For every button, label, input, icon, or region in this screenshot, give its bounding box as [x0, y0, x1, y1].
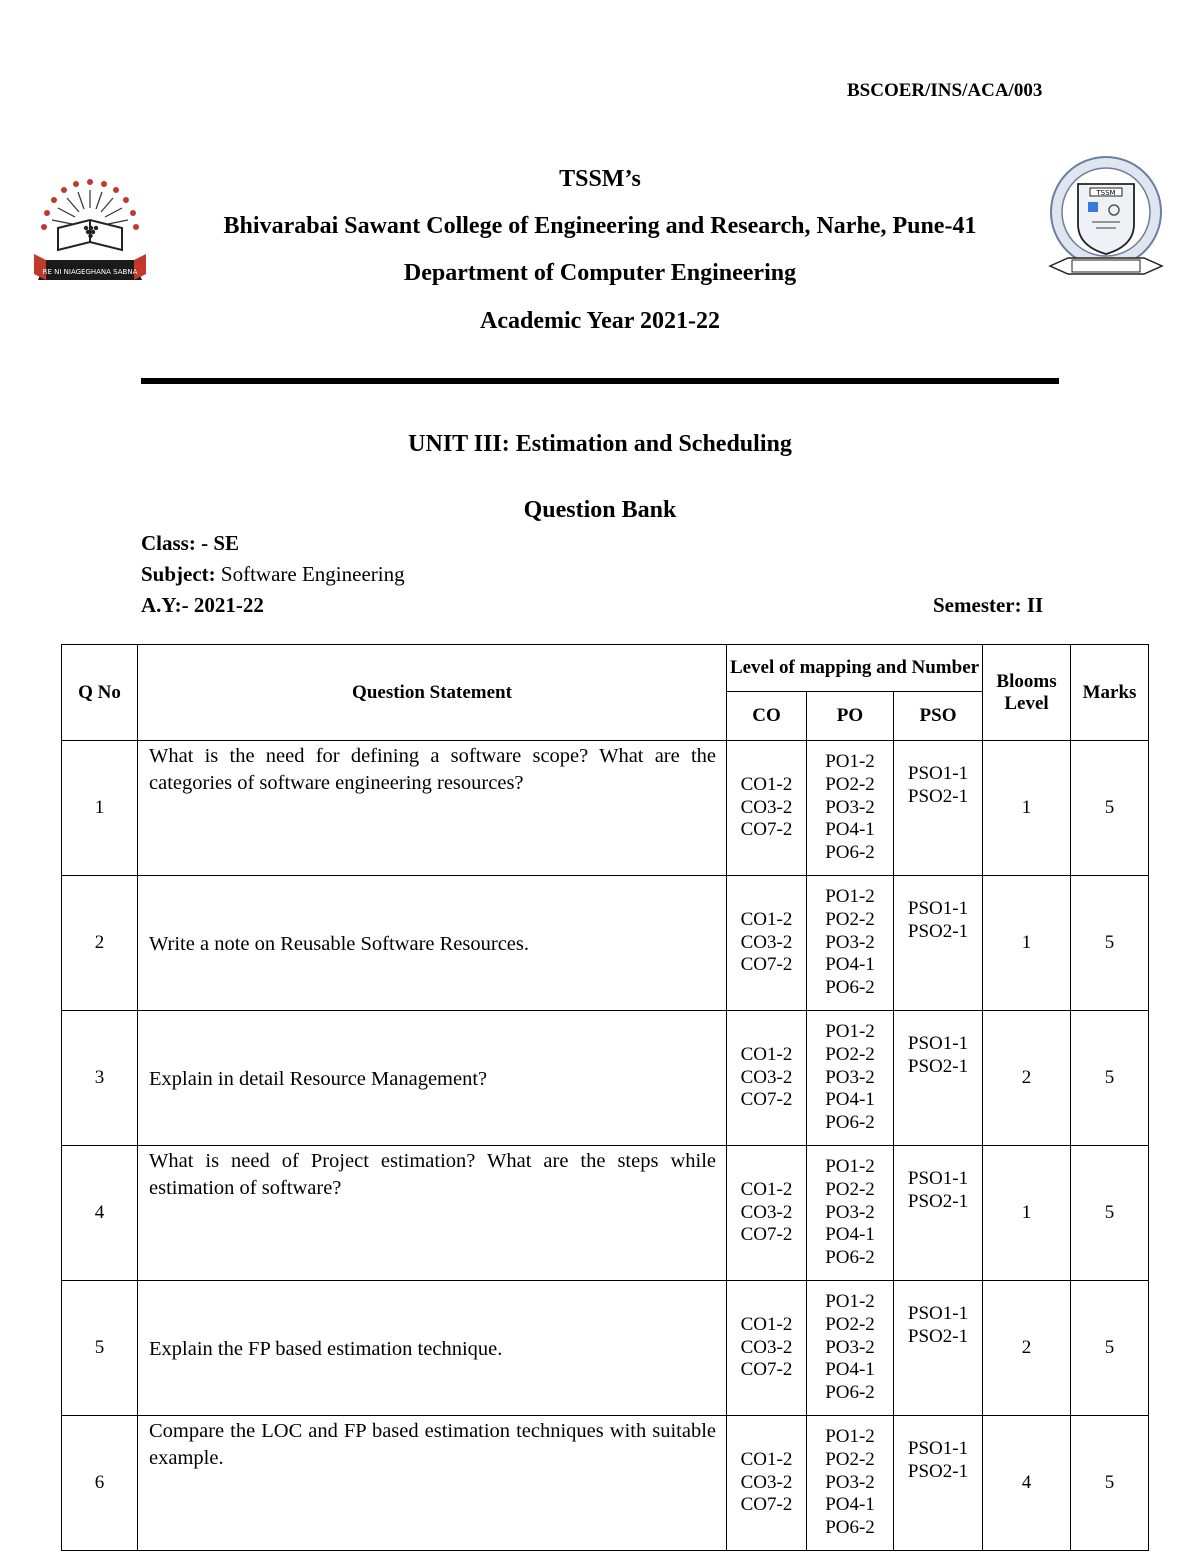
unit-title: UNIT III: Estimation and Scheduling: [408, 431, 792, 457]
blooms-cell: 1: [983, 741, 1071, 876]
co-code: CO7-2: [740, 954, 793, 976]
emblem-motto: RE NI NIAGEGHANA SABNA: [42, 268, 138, 276]
po-cell: [807, 1281, 894, 1416]
header-qno: Q No: [62, 645, 138, 741]
seal-text: TSSM: [1096, 189, 1116, 197]
po-code: PO4-1: [825, 1089, 875, 1111]
co-code: CO3-2: [740, 931, 793, 953]
co-code: CO1-2: [740, 1448, 793, 1470]
header-co: CO: [727, 692, 807, 741]
header-mapping: Level of mapping and Number: [727, 645, 983, 692]
po-code: PO2-2: [825, 1178, 875, 1200]
tssm-seal-logo: [1048, 154, 1164, 284]
pso-code: PSO1-1: [907, 763, 969, 784]
pso-code: PSO1-1: [907, 1168, 969, 1189]
pso-code: PSO1-1: [907, 1438, 969, 1459]
co-code: CO1-2: [740, 1313, 793, 1335]
table-row: [62, 1281, 1149, 1416]
co-code: CO7-2: [740, 1359, 793, 1381]
college-emblem-logo: [30, 168, 150, 292]
pso-code: PSO2-1: [907, 1325, 969, 1347]
co-cell: [727, 1011, 807, 1146]
blooms-cell: 2: [983, 1011, 1071, 1146]
qno-cell: 2: [62, 876, 138, 1011]
qno-cell: 5: [62, 1281, 138, 1416]
pso-cell: [894, 1281, 983, 1416]
header-blooms: Blooms Level: [983, 645, 1071, 741]
blooms-cell: 2: [983, 1281, 1071, 1416]
po-code: PO3-2: [825, 796, 875, 818]
statement-cell: Compare the LOC and FP based estimation techniques with suitable example.: [138, 1416, 727, 1551]
po-code: PO4-1: [825, 954, 875, 976]
po-code: PO1-2: [825, 1156, 875, 1177]
semester-line: Semester: II: [933, 593, 1044, 617]
header-trust-name: TSSM’s: [559, 166, 641, 192]
po-code: PO6-2: [825, 1247, 875, 1269]
po-code: PO1-2: [825, 1291, 875, 1312]
po-code: PO1-2: [825, 886, 875, 907]
table-row: [62, 1416, 1149, 1551]
po-code: PO2-2: [825, 1448, 875, 1470]
header-marks: Marks: [1071, 645, 1149, 741]
blooms-cell: 1: [983, 1146, 1071, 1281]
subject-value: Software Engineering: [220, 562, 405, 586]
tssm-seal-icon: [1048, 154, 1164, 284]
po-cell: [807, 1146, 894, 1281]
question-table: [61, 644, 1149, 1551]
po-code: PO3-2: [825, 1066, 875, 1088]
pso-cell: [894, 741, 983, 876]
header-divider: [141, 378, 1059, 384]
marks-cell: 5: [1071, 1281, 1149, 1416]
co-code: CO7-2: [740, 819, 793, 841]
statement-cell: What is need of Project estimation? What are the steps while estimation of software?: [138, 1146, 727, 1281]
co-code: CO7-2: [740, 1224, 793, 1246]
header-department: Department of Computer Engineering: [403, 260, 797, 286]
pso-code: PSO2-1: [907, 920, 969, 942]
po-code: PO3-2: [825, 1336, 875, 1358]
co-code: CO1-2: [740, 1178, 793, 1200]
po-code: PO2-2: [825, 773, 875, 795]
qno-cell: 3: [62, 1011, 138, 1146]
co-cell: [727, 1146, 807, 1281]
qno-cell: 1: [62, 741, 138, 876]
pso-cell: [894, 1146, 983, 1281]
blooms-cell: 1: [983, 876, 1071, 1011]
po-code: PO6-2: [825, 1112, 875, 1134]
header-academic-year: Academic Year 2021-22: [480, 308, 720, 334]
co-code: CO3-2: [740, 1066, 793, 1088]
academic-year-line: A.Y:- 2021-22: [141, 593, 264, 617]
blooms-cell: 4: [983, 1416, 1071, 1551]
po-code: PO4-1: [825, 1359, 875, 1381]
po-code: PO6-2: [825, 842, 875, 864]
class-line: Class: - SE: [141, 531, 240, 555]
pso-code: PSO1-1: [907, 1303, 969, 1324]
po-code: PO4-1: [825, 1224, 875, 1246]
co-cell: [727, 741, 807, 876]
co-code: CO1-2: [740, 908, 793, 930]
po-code: PO1-2: [825, 1021, 875, 1042]
po-code: PO6-2: [825, 1382, 875, 1404]
marks-cell: 5: [1071, 1011, 1149, 1146]
statement-cell: Explain in detail Resource Management?: [138, 1011, 727, 1146]
header-po: PO: [807, 692, 894, 741]
po-code: PO1-2: [825, 751, 875, 772]
table-row: [62, 741, 1149, 876]
pso-code: PSO2-1: [907, 785, 969, 807]
po-code: PO3-2: [825, 931, 875, 953]
co-code: CO1-2: [740, 1043, 793, 1065]
table-row: [62, 1146, 1149, 1281]
pso-code: PSO1-1: [907, 1033, 969, 1054]
co-code: CO3-2: [740, 1471, 793, 1493]
marks-cell: 5: [1071, 741, 1149, 876]
po-code: PO2-2: [825, 1313, 875, 1335]
subject-line: [141, 562, 405, 587]
pso-cell: [894, 1416, 983, 1551]
statement-cell: Write a note on Reusable Software Resources.: [138, 876, 727, 1011]
po-code: PO4-1: [825, 1494, 875, 1516]
po-code: PO1-2: [825, 1426, 875, 1447]
co-cell: [727, 876, 807, 1011]
po-cell: [807, 1416, 894, 1551]
co-code: CO7-2: [740, 1494, 793, 1516]
po-code: PO2-2: [825, 908, 875, 930]
po-code: PO3-2: [825, 1471, 875, 1493]
header-college-name: Bhivarabai Sawant College of Engineering and Research, Narhe, Pune-41: [223, 213, 977, 239]
po-cell: [807, 741, 894, 876]
pso-code: PSO2-1: [907, 1055, 969, 1077]
subject-label: Subject:: [141, 562, 216, 586]
pso-code: PSO1-1: [907, 898, 969, 919]
po-cell: [807, 876, 894, 1011]
table-row: [62, 1011, 1149, 1146]
qno-cell: 6: [62, 1416, 138, 1551]
co-cell: [727, 1281, 807, 1416]
co-cell: [727, 1416, 807, 1551]
college-emblem-icon: [30, 168, 150, 292]
marks-cell: 5: [1071, 1416, 1149, 1551]
co-code: CO3-2: [740, 1336, 793, 1358]
marks-cell: 5: [1071, 1146, 1149, 1281]
table-row: [62, 876, 1149, 1011]
marks-cell: 5: [1071, 876, 1149, 1011]
statement-cell: Explain the FP based estimation technique.: [138, 1281, 727, 1416]
header-statement: Question Statement: [138, 645, 727, 741]
po-code: PO6-2: [825, 1517, 875, 1539]
qno-cell: 4: [62, 1146, 138, 1281]
pso-cell: [894, 1011, 983, 1146]
po-code: PO6-2: [825, 977, 875, 999]
co-code: CO3-2: [740, 1201, 793, 1223]
document-reference: BSCOER/INS/ACA/003: [847, 80, 1043, 101]
statement-cell: What is the need for defining a software scope? What are the categories of software engineering resources?: [138, 741, 727, 876]
po-code: PO3-2: [825, 1201, 875, 1223]
co-code: CO1-2: [740, 773, 793, 795]
po-code: PO4-1: [825, 819, 875, 841]
document-subtitle: Question Bank: [523, 497, 677, 523]
header-pso: PSO: [894, 692, 983, 741]
pso-cell: [894, 876, 983, 1011]
po-code: PO2-2: [825, 1043, 875, 1065]
co-code: CO7-2: [740, 1089, 793, 1111]
co-code: CO3-2: [740, 796, 793, 818]
pso-code: PSO2-1: [907, 1460, 969, 1482]
po-cell: [807, 1011, 894, 1146]
pso-code: PSO2-1: [907, 1190, 969, 1212]
